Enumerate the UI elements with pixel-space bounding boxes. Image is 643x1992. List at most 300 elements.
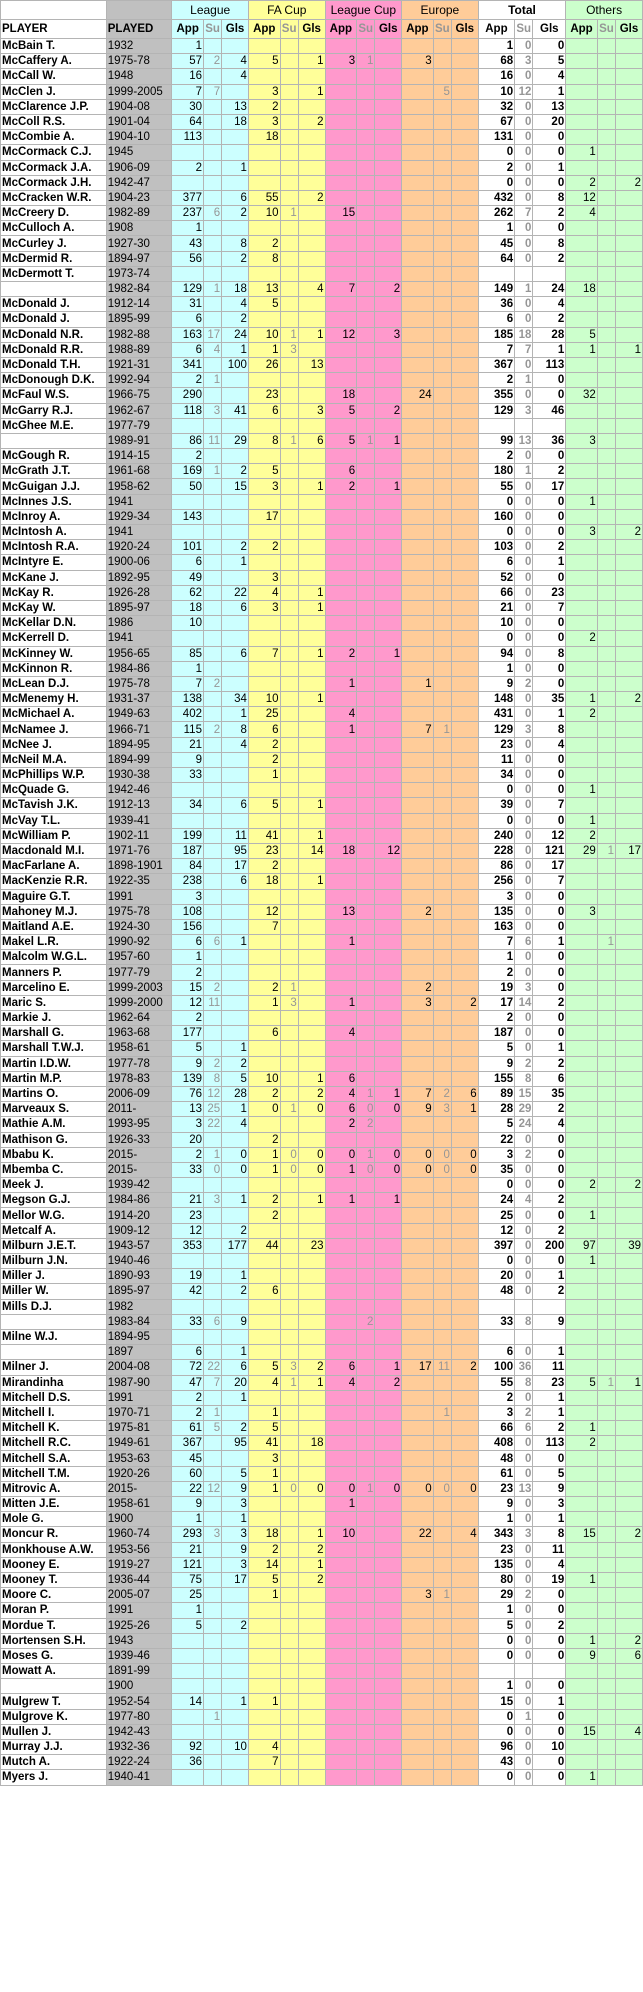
- total-app-cell: 5: [478, 1618, 514, 1633]
- fa-cup-gls-cell: [298, 1633, 325, 1648]
- others-gls-cell: [616, 509, 643, 524]
- fa-cup-gls-cell: 1: [298, 1557, 325, 1572]
- total-gls-cell: 0: [533, 1208, 566, 1223]
- europe-gls-cell: [451, 570, 478, 585]
- total-gls-cell: [533, 1664, 566, 1679]
- league-cup-su-cell: [357, 1724, 375, 1739]
- europe-gls-cell: [451, 828, 478, 843]
- total-app-cell: 3: [478, 1147, 514, 1162]
- europe-app-cell: 24: [402, 388, 434, 403]
- total-gls-cell: 35: [533, 692, 566, 707]
- others-gls-cell: [616, 373, 643, 388]
- league-app-cell: 1: [172, 1512, 204, 1527]
- total-app-cell: 432: [478, 190, 514, 205]
- league-gls-cell: 1: [222, 342, 249, 357]
- played-years-cell: 1984-86: [106, 1193, 172, 1208]
- league-app-cell: 31: [172, 297, 204, 312]
- europe-su-cell: [433, 479, 451, 494]
- others-gls-cell: [616, 859, 643, 874]
- league-gls-cell: [222, 388, 249, 403]
- total-su-cell: 18: [515, 327, 533, 342]
- fa-cup-su-cell: [280, 494, 298, 509]
- league-gls-cell: [222, 449, 249, 464]
- fa-cup-gls-cell: 4: [298, 282, 325, 297]
- league-su-cell: 1: [203, 1405, 221, 1420]
- table-row: [1, 1542, 643, 1557]
- europe-gls-cell: [451, 1390, 478, 1405]
- league-gls-cell: 8: [222, 236, 249, 251]
- others-su-cell: [597, 297, 615, 312]
- others-gls-cell: [616, 1117, 643, 1132]
- total-su-cell: 0: [515, 1390, 533, 1405]
- league-su-cell: 11: [203, 433, 221, 448]
- league-su-cell: [203, 1755, 221, 1770]
- total-su-cell: 0: [515, 707, 533, 722]
- others-gls-cell: [616, 206, 643, 221]
- league-gls-cell: 29: [222, 433, 249, 448]
- played-years-cell: 1999-2003: [106, 980, 172, 995]
- others-su-cell: [597, 221, 615, 236]
- fa-cup-gls-cell: [298, 1390, 325, 1405]
- player-name-cell: Mowatt A.: [1, 1664, 107, 1679]
- league-cup-gls-cell: [375, 585, 402, 600]
- fa-cup-gls-cell: [298, 99, 325, 114]
- league-gls-cell: 10: [222, 1740, 249, 1755]
- player-name-cell: Mitchell I.: [1, 1405, 107, 1420]
- league-cup-gls-cell: [375, 752, 402, 767]
- others-gls-cell: [616, 266, 643, 281]
- europe-app-cell: [402, 585, 434, 600]
- table-row: [1, 1132, 643, 1147]
- total-app-cell: 0: [478, 1633, 514, 1648]
- total-su-cell: 8: [515, 1071, 533, 1086]
- total-gls-cell: 2: [533, 1223, 566, 1238]
- total-app-cell: 135: [478, 904, 514, 919]
- europe-gls-cell: [451, 676, 478, 691]
- others-su-cell: [597, 1193, 615, 1208]
- europe-su-cell: [433, 692, 451, 707]
- fa-cup-su-cell: [280, 1117, 298, 1132]
- league-su-cell: 3: [203, 1193, 221, 1208]
- europe-app-cell: 3: [402, 1588, 434, 1603]
- league-cup-su-cell: [357, 585, 375, 600]
- played-years-cell: 1900: [106, 1679, 172, 1694]
- total-su-cell: 0: [515, 175, 533, 190]
- europe-app-cell: [402, 768, 434, 783]
- europe-app-cell: [402, 509, 434, 524]
- league-cup-app-cell: 13: [325, 904, 357, 919]
- fa-cup-gls-cell: [298, 69, 325, 84]
- table-row: [1, 236, 643, 251]
- europe-su-cell: 1: [433, 722, 451, 737]
- table-row: [1, 965, 643, 980]
- fa-cup-gls-cell: [298, 266, 325, 281]
- league-cup-gls-cell: [375, 236, 402, 251]
- europe-su-cell: [433, 1238, 451, 1253]
- league-gls-cell: [222, 84, 249, 99]
- played-years-cell: 1991: [106, 1390, 172, 1405]
- league-su-cell: [203, 859, 221, 874]
- league-cup-app-cell: [325, 798, 357, 813]
- league-gls-header: Gls: [222, 20, 249, 39]
- league-cup-su-cell: [357, 859, 375, 874]
- fa-cup-app-cell: 2: [248, 236, 280, 251]
- europe-su-cell: [433, 1071, 451, 1086]
- europe-gls-cell: [451, 1314, 478, 1329]
- others-su-cell: [597, 1421, 615, 1436]
- total-su-cell: 0: [515, 1512, 533, 1527]
- total-app-cell: 96: [478, 1740, 514, 1755]
- league-cup-app-cell: [325, 555, 357, 570]
- league-cup-gls-cell: [375, 889, 402, 904]
- league-su-cell: [203, 1497, 221, 1512]
- others-gls-cell: [616, 1512, 643, 1527]
- played-years-cell: 1932-36: [106, 1740, 172, 1755]
- table-row: [1, 1527, 643, 1542]
- fa-cup-su-cell: [280, 266, 298, 281]
- played-years-cell: 1971-76: [106, 843, 172, 858]
- league-app-cell: 2: [172, 1405, 204, 1420]
- others-su-cell: [597, 1557, 615, 1572]
- europe-gls-cell: [451, 1542, 478, 1557]
- fa-cup-app-cell: 2: [248, 752, 280, 767]
- others-app-cell: [566, 449, 598, 464]
- table-row: [1, 1557, 643, 1572]
- player-column-header: PLAYER: [1, 20, 107, 39]
- others-su-cell: [597, 1238, 615, 1253]
- league-cup-su-cell: [357, 1405, 375, 1420]
- played-years-cell: 1991: [106, 1603, 172, 1618]
- player-name-cell: Mullen J.: [1, 1724, 107, 1739]
- league-cup-su-cell: [357, 616, 375, 631]
- others-su-cell: [597, 449, 615, 464]
- fa-cup-gls-cell: [298, 312, 325, 327]
- others-gls-cell: [616, 919, 643, 934]
- total-app-cell: 29: [478, 1588, 514, 1603]
- table-row: [1, 403, 643, 418]
- player-name-cell: MacFarlane A.: [1, 859, 107, 874]
- league-app-cell: 72: [172, 1360, 204, 1375]
- others-gls-cell: [616, 1329, 643, 1344]
- player-name-cell: Marshall G.: [1, 1026, 107, 1041]
- europe-gls-cell: [451, 312, 478, 327]
- league-gls-cell: [222, 661, 249, 676]
- fa-cup-app-cell: [248, 1329, 280, 1344]
- fa-cup-gls-cell: [298, 464, 325, 479]
- league-cup-su-cell: [357, 813, 375, 828]
- played-years-cell: 2015-: [106, 1481, 172, 1496]
- total-su-cell: 0: [515, 752, 533, 767]
- others-gls-cell: [616, 1557, 643, 1572]
- others-app-cell: [566, 935, 598, 950]
- player-name-cell: McNamee J.: [1, 722, 107, 737]
- league-app-cell: [172, 175, 204, 190]
- fa-cup-app-cell: 18: [248, 1527, 280, 1542]
- player-name-cell: Mooney T.: [1, 1572, 107, 1587]
- fa-cup-su-cell: [280, 1390, 298, 1405]
- league-cup-app-cell: [325, 828, 357, 843]
- league-cup-app-cell: 15: [325, 206, 357, 221]
- others-gls-cell: 2: [616, 1633, 643, 1648]
- fa-cup-gls-cell: [298, 889, 325, 904]
- others-app-cell: 1: [566, 1254, 598, 1269]
- others-gls-cell: [616, 1132, 643, 1147]
- league-cup-app-cell: 6: [325, 1360, 357, 1375]
- total-gls-cell: 3: [533, 1497, 566, 1512]
- played-years-cell: 1942-46: [106, 783, 172, 798]
- fa-cup-su-cell: [280, 1208, 298, 1223]
- others-app-cell: 2: [566, 1178, 598, 1193]
- europe-gls-cell: [451, 1117, 478, 1132]
- played-years-cell: 1975-78: [106, 904, 172, 919]
- total-app-cell: 20: [478, 1269, 514, 1284]
- others-app-cell: [566, 1162, 598, 1177]
- europe-app-cell: [402, 479, 434, 494]
- total-su-cell: 0: [515, 1557, 533, 1572]
- total-su-cell: 0: [515, 555, 533, 570]
- table-row: [1, 768, 643, 783]
- league-cup-gls-cell: [375, 1557, 402, 1572]
- league-cup-gls-cell: [375, 1345, 402, 1360]
- total-app-cell: 23: [478, 1542, 514, 1557]
- others-gls-cell: [616, 874, 643, 889]
- total-app-cell: 1: [478, 1679, 514, 1694]
- league-su-cell: 1: [203, 1147, 221, 1162]
- league-app-cell: 34: [172, 798, 204, 813]
- fa-cup-app-cell: 17: [248, 509, 280, 524]
- total-gls-cell: 13: [533, 99, 566, 114]
- others-app-cell: [566, 1223, 598, 1238]
- played-years-cell: 1983-84: [106, 1314, 172, 1329]
- table-row: [1, 1026, 643, 1041]
- league-su-cell: [203, 1041, 221, 1056]
- fa-cup-app-cell: [248, 266, 280, 281]
- player-name-cell: McDermid R.: [1, 251, 107, 266]
- table-row: [1, 540, 643, 555]
- league-cup-gls-cell: [375, 1421, 402, 1436]
- played-years-cell: 1930-38: [106, 768, 172, 783]
- total-app-cell: 39: [478, 798, 514, 813]
- league-cup-app-cell: 1: [325, 676, 357, 691]
- played-years-cell: 1977-79: [106, 965, 172, 980]
- player-name-cell: McInnes J.S.: [1, 494, 107, 509]
- total-su-cell: 0: [515, 357, 533, 372]
- total-app-cell: 61: [478, 1466, 514, 1481]
- league-cup-gls-cell: [375, 84, 402, 99]
- europe-su-cell: [433, 1269, 451, 1284]
- others-su-cell: [597, 1466, 615, 1481]
- league-su-cell: [203, 783, 221, 798]
- header-row-groups: [1, 1, 643, 20]
- fa-cup-su-cell: [280, 1497, 298, 1512]
- fa-cup-su-cell: [280, 54, 298, 69]
- league-cup-app-cell: [325, 357, 357, 372]
- fa-cup-app-cell: 2: [248, 1542, 280, 1557]
- total-su-cell: 0: [515, 1345, 533, 1360]
- league-cup-gls-cell: [375, 1269, 402, 1284]
- fa-cup-gls-cell: [298, 1117, 325, 1132]
- table-row: [1, 297, 643, 312]
- league-su-cell: [203, 768, 221, 783]
- others-app-cell: [566, 1360, 598, 1375]
- league-gls-cell: [222, 1664, 249, 1679]
- fa-cup-app-cell: 1: [248, 768, 280, 783]
- league-app-cell: [172, 145, 204, 160]
- fa-cup-su-cell: [280, 661, 298, 676]
- league-gls-cell: 6: [222, 874, 249, 889]
- table-row: [1, 722, 643, 737]
- europe-gls-cell: [451, 1679, 478, 1694]
- total-gls-cell: 2: [533, 1421, 566, 1436]
- league-cup-su-cell: [357, 1193, 375, 1208]
- others-su-cell: [597, 327, 615, 342]
- europe-app-cell: [402, 175, 434, 190]
- europe-gls-cell: [451, 1436, 478, 1451]
- others-gls-cell: [616, 494, 643, 509]
- total-app-cell: 2: [478, 965, 514, 980]
- fa-cup-gls-cell: 2: [298, 1572, 325, 1587]
- league-cup-app-cell: [325, 1664, 357, 1679]
- total-gls-cell: 113: [533, 1436, 566, 1451]
- others-gls-cell: 6: [616, 1648, 643, 1663]
- others-su-cell: [597, 69, 615, 84]
- europe-su-cell: [433, 145, 451, 160]
- fa-cup-gls-cell: [298, 130, 325, 145]
- europe-app-cell: 7: [402, 1086, 434, 1101]
- table-row: [1, 1451, 643, 1466]
- league-app-cell: 61: [172, 1421, 204, 1436]
- fa-cup-su-cell: [280, 1011, 298, 1026]
- total-su-cell: 0: [515, 1679, 533, 1694]
- player-name-cell: Mathie A.M.: [1, 1117, 107, 1132]
- fa-cup-su-cell: [280, 373, 298, 388]
- fa-cup-gls-cell: [298, 1223, 325, 1238]
- league-header: League: [172, 1, 249, 20]
- league-app-cell: 20: [172, 1132, 204, 1147]
- fa-cup-app-cell: 1: [248, 995, 280, 1010]
- table-row: [1, 1284, 643, 1299]
- others-gls-cell: [616, 783, 643, 798]
- fa-cup-su-cell: [280, 312, 298, 327]
- played-years-cell: 1962-64: [106, 1011, 172, 1026]
- league-cup-gls-cell: [375, 676, 402, 691]
- others-su-cell: [597, 39, 615, 54]
- others-gls-cell: [616, 1436, 643, 1451]
- fa-cup-gls-cell: [298, 540, 325, 555]
- others-app-cell: [566, 1329, 598, 1344]
- europe-gls-cell: [451, 874, 478, 889]
- fa-cup-app-cell: [248, 1709, 280, 1724]
- league-su-cell: [203, 39, 221, 54]
- total-app-cell: 67: [478, 114, 514, 129]
- fa-cup-su-cell: [280, 403, 298, 418]
- others-su-cell: [597, 1071, 615, 1086]
- league-gls-cell: 1: [222, 707, 249, 722]
- league-su-cell: [203, 1208, 221, 1223]
- europe-app-cell: [402, 357, 434, 372]
- player-name-cell: Milburn J.E.T.: [1, 1238, 107, 1253]
- others-gls-cell: [616, 676, 643, 691]
- total-gls-cell: 0: [533, 676, 566, 691]
- league-gls-cell: [222, 889, 249, 904]
- total-gls-cell: 0: [533, 768, 566, 783]
- league-cup-gls-cell: [375, 1664, 402, 1679]
- table-row: [1, 1147, 643, 1162]
- league-cup-su-cell: [357, 1026, 375, 1041]
- europe-gls-cell: [451, 1633, 478, 1648]
- others-su-cell: [597, 1709, 615, 1724]
- league-cup-gls-cell: [375, 661, 402, 676]
- league-cup-su-cell: [357, 388, 375, 403]
- europe-su-cell: [433, 1557, 451, 1572]
- others-su-cell: [597, 1026, 615, 1041]
- total-su-cell: 7: [515, 206, 533, 221]
- league-cup-app-cell: [325, 874, 357, 889]
- league-su-cell: [203, 1542, 221, 1557]
- league-cup-app-cell: 4: [325, 1375, 357, 1390]
- league-su-cell: [203, 1269, 221, 1284]
- fa-cup-su-cell: [280, 1451, 298, 1466]
- league-su-cell: [203, 1724, 221, 1739]
- fa-cup-gls-cell: [298, 1451, 325, 1466]
- league-cup-app-cell: [325, 813, 357, 828]
- fa-cup-gls-cell: [298, 1497, 325, 1512]
- europe-gls-cell: [451, 737, 478, 752]
- fa-cup-app-cell: [248, 1390, 280, 1405]
- league-cup-app-cell: [325, 99, 357, 114]
- others-su-cell: [597, 160, 615, 175]
- total-gls-cell: 121: [533, 843, 566, 858]
- league-cup-gls-cell: [375, 221, 402, 236]
- league-app-cell: 108: [172, 904, 204, 919]
- league-cup-gls-cell: [375, 616, 402, 631]
- played-years-cell: 1975-78: [106, 676, 172, 691]
- europe-su-cell: [433, 449, 451, 464]
- total-gls-cell: 0: [533, 813, 566, 828]
- europe-app-cell: [402, 600, 434, 615]
- others-su-cell: [597, 1041, 615, 1056]
- league-gls-cell: [222, 130, 249, 145]
- played-years-cell: 1920-24: [106, 540, 172, 555]
- europe-su-cell: [433, 1664, 451, 1679]
- league-cup-app-cell: [325, 1694, 357, 1709]
- europe-app-cell: [402, 221, 434, 236]
- fa-cup-app-cell: 0: [248, 1102, 280, 1117]
- others-gls-cell: [616, 950, 643, 965]
- europe-app-cell: [402, 1056, 434, 1071]
- total-su-cell: 0: [515, 479, 533, 494]
- league-su-cell: [203, 1026, 221, 1041]
- league-app-cell: 62: [172, 585, 204, 600]
- league-app-cell: 5: [172, 1041, 204, 1056]
- league-app-cell: 16: [172, 69, 204, 84]
- league-cup-gls-cell: [375, 1603, 402, 1618]
- total-gls-cell: 0: [533, 631, 566, 646]
- table-row: [1, 676, 643, 691]
- fa-cup-gls-cell: [298, 175, 325, 190]
- player-name-cell: McGhee M.E.: [1, 418, 107, 433]
- europe-app-cell: [402, 843, 434, 858]
- fa-cup-gls-cell: [298, 1664, 325, 1679]
- played-years-cell: 1942-47: [106, 175, 172, 190]
- others-su-cell: [597, 1269, 615, 1284]
- europe-su-cell: [433, 737, 451, 752]
- league-app-cell: [172, 1770, 204, 1785]
- table-row: [1, 1436, 643, 1451]
- total-su-cell: 0: [515, 236, 533, 251]
- europe-gls-cell: [451, 357, 478, 372]
- total-su-cell: 0: [515, 1633, 533, 1648]
